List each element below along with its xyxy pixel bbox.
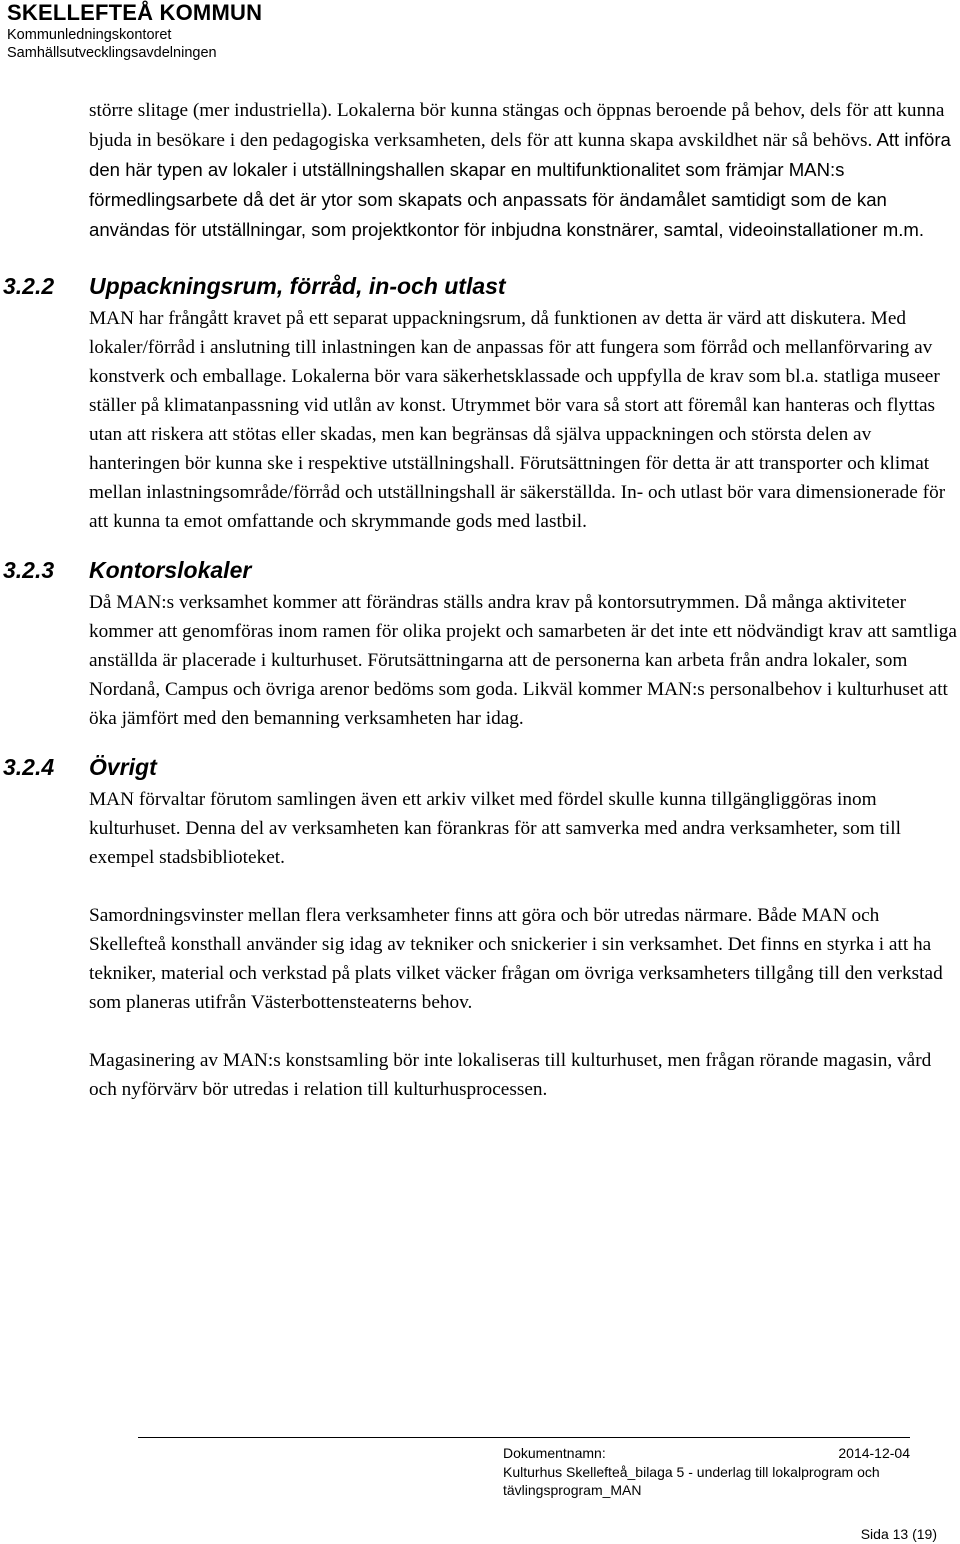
section-3-2-3 (3, 554, 957, 733)
section-number: 3.2.3 (3, 557, 55, 583)
section-paragraph: MAN har frångått kravet på ett separat uppackningsrum, då funktionen av detta är värd att diskutera. Med lokaler/förråd i anslutning till inlastningen kan de anpassas för att fungera som förråd och mellanförvaring av konstverk och emballage. Lokalerna bör vara säkerhetsklassade och uppfylla de krav som bl.a. statliga museer ställer på klimatanpassning vid utlån av konst. Utrymmet bör vara så stort att föremål kan hanteras och flyttas utan att riskera att stötas eller skadas, men kan begränsas då själva uppackningen och största delen av hanteringen bör kunna ske i respektive utställningshall. Förutsättningen för detta är att transporter och klimat mellan inlastningsområde/förråd och utställningshall är säkerställda. In- och utlast bör vara dimensionerade för att kunna ta emot omfattande och skrymmande gods med lastbil. (89, 308, 946, 532)
section-paragraph: MAN förvaltar förutom samlingen även ett arkiv vilket med fördel skulle kunna tillgängliggöras inom kulturhuset. Denna del av verksamheten kan förankras för att samverka med andra verksamheter, som till exempel stadsbiblioteket. (89, 789, 901, 868)
page-number: Sida 13 (19) (860, 1526, 937, 1542)
organization-name: SKELLEFTEÅ KOMMUN (7, 0, 263, 25)
document-header (7, 0, 262, 62)
intro-paragraph (89, 96, 957, 245)
section-title: Kontorslokaler (89, 557, 252, 583)
section-3-2-4 (3, 751, 957, 1104)
document-body (3, 96, 957, 1104)
section-title: Uppackningsrum, förråd, in-och utlast (89, 273, 506, 299)
intro-serif-text: större slitage (mer industriella). Lokalerna bör kunna stängas och öppnas beroende på behov, dels för att kunna bjuda in besökare i den pedagogiska verksamheten, dels för att kunna skapa avskildhet när så behövs. (89, 100, 945, 151)
section-title: Övrigt (89, 754, 157, 780)
document-footer (503, 1437, 937, 1542)
office-name: Kommunledningskontoret (7, 27, 172, 43)
intro-sans-text: Att införa den här typen av lokaler i utställningshallen skapar en multifunktionalitet som främjar MAN:s förmedlingsarbete då det är ytor som skapats och anpassats för ändamålet samtidigt som de kan användas för utställningar, som projektkontor för inbjudna konstnärer, samtal, videoinstallationer m.m. (89, 129, 951, 240)
document-name: Kulturhus Skellefteå_bilaga 5 - underlag till lokalprogram och tävlingsprogram_MAN (503, 1463, 880, 1498)
document-date: 2014-12-04 (838, 1445, 910, 1461)
division-name: Samhällsutvecklingsavdelningen (7, 45, 217, 61)
section-number: 3.2.4 (3, 754, 55, 780)
section-paragraph: Magasinering av MAN:s konstsamling bör inte lokaliseras till kulturhuset, men frågan rörande magasin, vård och nyförvärv bör utredas i relation till kulturhusprocessen. (89, 1050, 932, 1100)
section-paragraph: Då MAN:s verksamhet kommer att förändras ställs andra krav på kontorsutrymmen. Då många aktiviteter kommer att genomföras inom ramen för olika projekt och samarbeten är det inte ett nödvändigt krav att samtliga anställda är placerade i kulturhuset. Förutsättningarna att de personerna kan arbeta från andra lokaler, som Nordanå, Campus och övriga arenor bedöms som goda. Likväl kommer MAN:s personalbehov i kulturhuset att öka jämfört med den bemanning verksamheten har idag. (89, 592, 957, 729)
section-number: 3.2.2 (3, 273, 55, 299)
footer-divider (138, 1437, 910, 1438)
document-name-label: Dokumentnamn: (503, 1445, 606, 1461)
section-3-2-2 (3, 270, 957, 536)
section-paragraph: Samordningsvinster mellan flera verksamheter finns att göra och bör utredas närmare. Både MAN och Skellefteå konsthall använder sig idag av tekniker och snickerier i sin verksamhet. Det finns en styrka i att ha tekniker, material och verkstad på plats vilket väcker frågan om övriga verksamheters tillgång till den verkstad som planeras utifrån Västerbottensteaterns behov. (89, 905, 943, 1013)
